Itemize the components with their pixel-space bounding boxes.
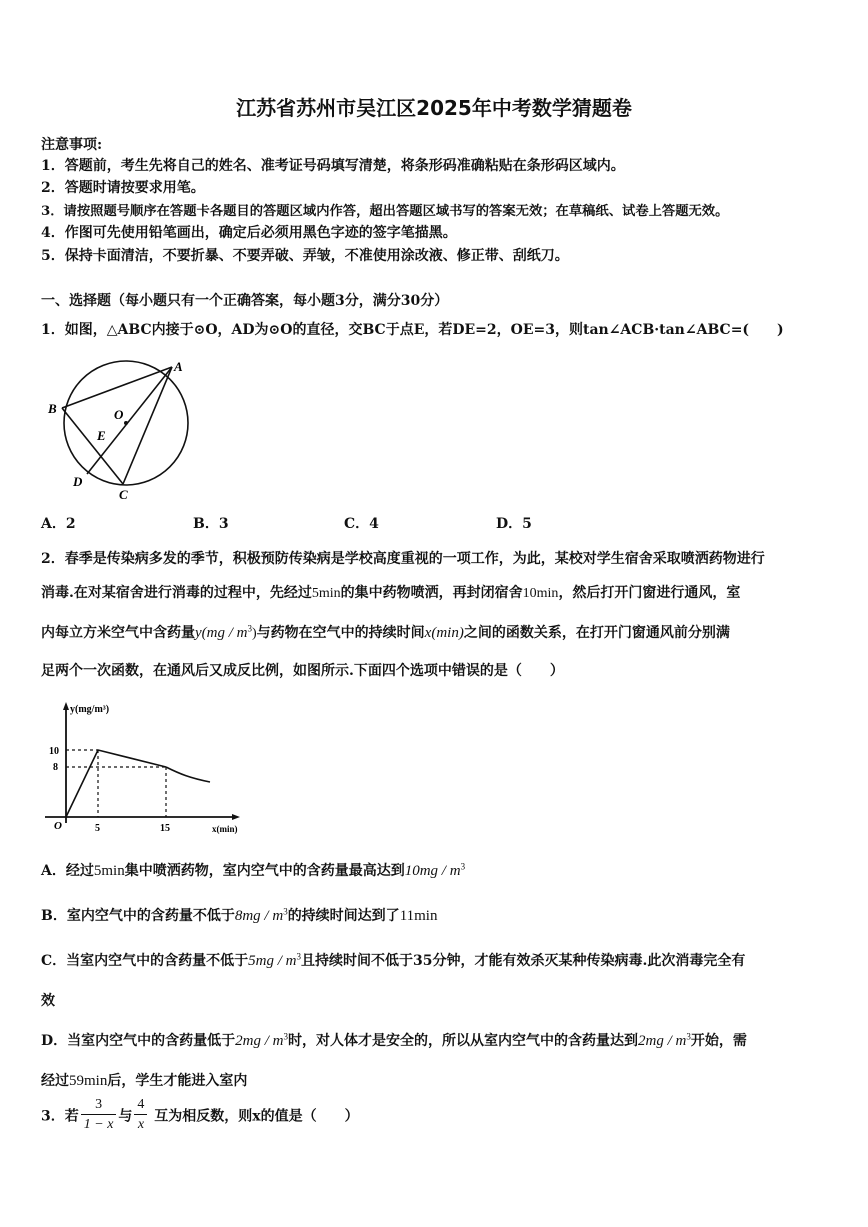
q1-option-a: A．2 — [41, 516, 76, 532]
label-D: D — [73, 474, 83, 489]
q3-fraction-2: $\frac{4}{x}$ — [134, 1096, 147, 1135]
q2-concentration-graph — [40, 698, 250, 843]
q2-line-4: 足两个一次函数，在通风后又成反比例，如图所示.下面四个选项中错误的是（ ） — [41, 663, 564, 679]
q3-fraction-1: $\frac{3}{1 - x}$ — [81, 1096, 117, 1135]
q1-option-c: C．4 — [344, 516, 379, 532]
q1-option-b: B．3 — [193, 516, 229, 532]
q2-line-3: 内每立方米空气中含药量$y(mg / m^3)$与药物在空气中的持续时间x(min)之间的函数关系，在打开门窗通风前分别满 — [41, 623, 730, 641]
graph-tick-5: 5 — [95, 823, 100, 834]
notice-item-3: 3．请按照题号顺序在答题卡各题目的答题区域内作答，超出答题区域书写的答案无效；在草稿纸、试卷上答题无效。 — [41, 204, 729, 219]
notice-item-4: 4．作图可先使用铅笔画出，确定后必须用黑色字迹的签字笔描黑。 — [41, 225, 457, 241]
notice-item-5: 5．保持卡面清洁，不要折暴、不要弄破、弄皱，不准使用涂改液、修正带、刮纸刀。 — [41, 248, 569, 264]
q2-line-2: 消毒.在对某宿舍进行消毒的过程中，先经过5min的集中药物喷洒，再封闭宿舍10min，然后打开门窗进行通风，室 — [41, 585, 741, 601]
graph-tick-15: 15 — [160, 823, 170, 834]
q2-option-d-cont: 经过59min后，学生才能进入室内 — [41, 1073, 248, 1089]
q2-option-b: B．室内空气中的含药量不低于$8mg / m^3$的持续时间达到了11min — [41, 906, 438, 924]
graph-tick-8: 8 — [53, 762, 58, 773]
label-E: E — [97, 428, 106, 443]
graph-y-axis-label: y(mg/m³) — [70, 704, 110, 715]
q3-text: 3．若 $\frac{3}{1 - x}$ 与 $\frac{4}{x}$ 互为相反数，则x的值是（ ） — [41, 1096, 359, 1135]
section-heading: 一、选择题（每小题只有一个正确答案，每小题3分，满分30分） — [41, 293, 449, 309]
notice-item-2: 2．答题时请按要求用笔。 — [41, 180, 205, 196]
label-B: B — [48, 401, 57, 416]
notice-item-1: 1．答题前，考生先将自己的姓名、准考证号码填写清楚，将条形码准确粘贴在条形码区域内。 — [41, 158, 625, 174]
graph-origin: O — [54, 820, 62, 832]
q1-text: 1．如图，△ABC内接于⊙O，AD为⊙O的直径，交BC于点E，若DE=2，OE=3，则tan∠ACB·tan∠ABC=( ) — [41, 322, 784, 338]
q2-option-c: C．当室内空气中的含药量不低于$5mg / m^3$且持续时间不低于35分钟，才能有效杀灭某种传染病毒.此次消毒完全有 — [41, 951, 746, 969]
notice-heading: 注意事项: — [41, 137, 103, 153]
q1-option-d: D．5 — [496, 516, 532, 532]
q2-option-c-cont: 效 — [41, 993, 55, 1009]
graph-x-axis-label: x(min) — [212, 824, 238, 834]
q1-circle-figure — [40, 356, 200, 506]
label-O: O — [114, 407, 124, 422]
q2-option-a: A．经过5min集中喷洒药物，室内空气中的含药量最高达到$10mg / m^3$ — [41, 861, 466, 879]
graph-tick-10: 10 — [49, 746, 59, 757]
q2-option-d: D．当室内空气中的含药量低于$2mg / m^3$时，对人体才是安全的，所以从室内空气中的含药量达到$2mg / m^3$开始，需 — [41, 1031, 747, 1049]
label-A: A — [174, 359, 183, 374]
q2-line-1: 2．春季是传染病多发的季节，积极预防传染病是学校高度重视的一项工作，为此，某校对学生宿舍采取喷洒药物进行 — [41, 551, 765, 567]
label-C: C — [119, 487, 128, 502]
page-title: 江苏省苏州市吴江区2025年中考数学猜题卷 — [236, 96, 632, 120]
